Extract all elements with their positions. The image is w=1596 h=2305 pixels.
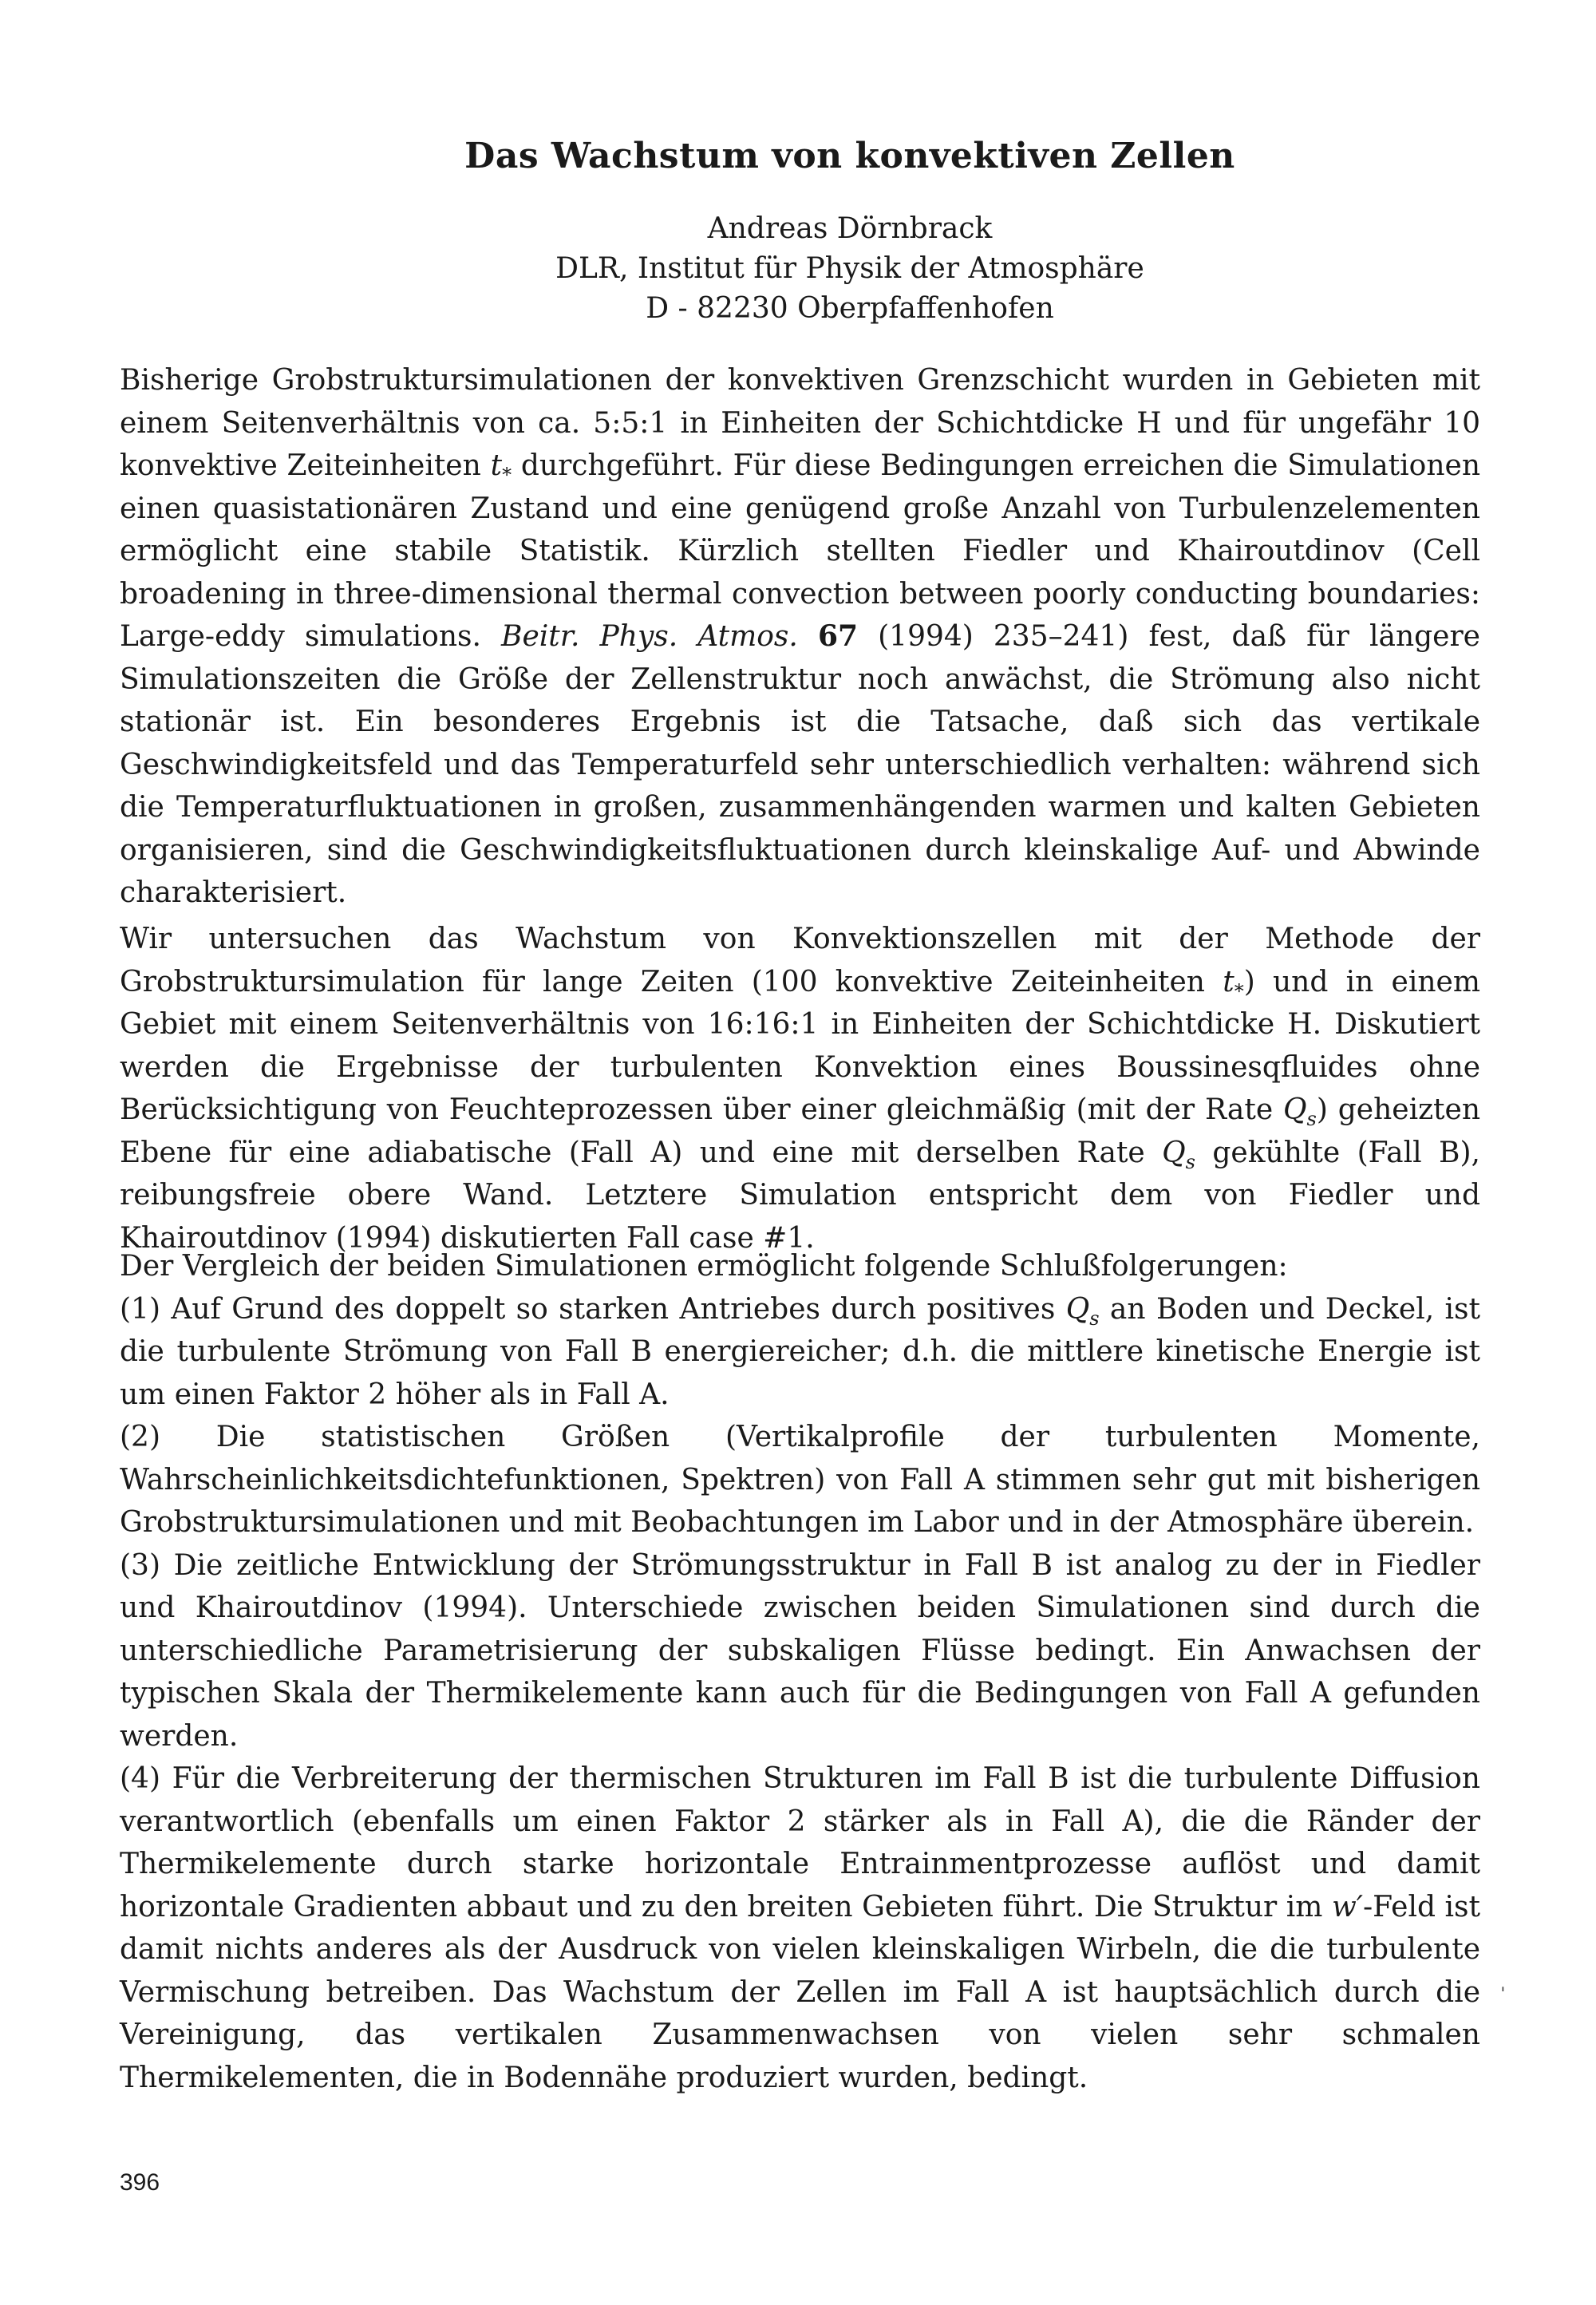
text-run: ) geheizten Ebene für eine adiabatische (Fall A) und eine mit derselben Rate [120, 1093, 1481, 1169]
t-star-symbol [1223, 965, 1244, 1002]
conclusions-section [120, 1245, 1480, 2099]
text-run: -Feld ist damit nichts anderes als der Ausdruck von vielen kleinskaligen Wirbeln, die die turbulente Vermischung betreiben. Das Wachstum der Zellen im Fall A ist hauptsächlich durch die Vereinigung, das vertikalen Zusammenwachsen von vielen sehr schmalen Thermikelementen, die in Bodennähe produziert wurden, bedingt. [120, 1890, 1480, 2094]
qs-symbol [1162, 1136, 1195, 1173]
text-run: (4) Für die Verbreiterung der thermischen Strukturen im Fall B ist die turbulente Diffusion verantwortlich (ebenfalls um einen Faktor 2 stärker als in Fall A), die die Ränder der Thermikelemente durch starke horizontale Entrainmentprozesse auflöst und damit horizontale Gradienten abbaut und zu den breiten Gebieten führt. Die Struktur im [120, 1762, 1480, 1923]
author-block [0, 209, 1596, 329]
text-run: gekühlte (Fall B), reibungsfreie obere Wand. Letztere Simulation entspricht dem von Fiedler und Khairoutdinov (1994) diskutierten Fall case #1. [120, 1136, 1480, 1255]
journal-volume: 67 [817, 619, 859, 653]
page-number: 396 [120, 2169, 160, 2196]
author-affiliation: DLR, Institut für Physik der Atmosphäre [555, 252, 1144, 285]
qs-symbol [1065, 1292, 1100, 1330]
symbol-subscript: s [1089, 1307, 1100, 1330]
text-run: Bisherige Grobstruktursimulationen der konvektiven Grenzschicht wurden in Gebieten mit einem Seitenverhältnis von ca. 5:5:1 in Einheiten der Schichtdicke H und für ungefähr 10 konvektive Zeiteinheiten [120, 364, 1480, 482]
paragraph-text [120, 359, 1480, 915]
w-prime-symbol: w′ [1331, 1890, 1363, 1923]
t-star-symbol [490, 449, 512, 487]
symbol-subscript: * [502, 464, 512, 487]
symbol-subscript: s [1185, 1150, 1195, 1173]
symbol-subscript: * [1234, 979, 1244, 1002]
qs-symbol [1283, 1093, 1317, 1131]
text-run: an Boden und Deckel, ist die turbulente Strömung von Fall B energiereicher; d.h. die mittlere kinetische Energie ist um einen Faktor 2 höher als in Fall A. [120, 1292, 1480, 1411]
journal-name: Beitr. Phys. Atmos. [501, 620, 798, 653]
author-name: Andreas Dörnbrack [707, 212, 993, 245]
abstract-paragraph-1 [120, 359, 1480, 915]
conclusions-intro: Der Vergleich der beiden Simulationen ermöglicht folgende Schlußfolgerungen: [120, 1250, 1288, 1283]
symbol-letter: t [490, 449, 503, 482]
author-address: D - 82230 Oberpfaffenhofen [646, 292, 1054, 325]
text-run: durchgeführt. Für diese Bedingungen erreichen die Simulationen einen quasistationären Zustand und eine genügend große Anzahl von Turbulenzelementen ermöglicht eine stabile Statistik. Kürzlich stellten Fiedler und Khairoutdinov (Cell broadening in three-dimensional thermal convection between poorly conducting boundaries: Large-eddy simulations. [120, 449, 1481, 653]
paper-title: Das Wachstum von konvektiven Zellen [464, 136, 1235, 176]
text-run: (1994) 235–241) fest, daß für längere Simulationszeiten die Größe der Zellenstruktur noch anwächst, die Strömung also nicht stationär ist. Ein besonderes Ergebnis ist die Tatsache, daß sich das vertikale Geschwindigkeitsfeld und das Temperaturfeld sehr unterschiedlich verhalten: während sich die Temperaturfluktuationen in großen, zusammenhängenden warmen und kalten Gebieten organisieren, sind die Geschwindigkeitsfluktuationen durch kleinskalige Auf- und Abwinde charakterisiert. [120, 620, 1480, 909]
symbol-letter: t [1223, 965, 1235, 998]
text-run: ) und in einem Gebiet mit einem Seitenverhältnis von 16:16:1 in Einheiten der Schichtdicke H. Diskutiert werden die Ergebnisse der turbulenten Konvektion eines Boussinesqfluides ohne Berücksichtigung von Feuchteprozessen über einer gleichmäßig (mit der Rate [120, 965, 1480, 1126]
scan-mark: ˌ [1500, 1971, 1506, 1994]
text-run: (1) Auf Grund des doppelt so starken Antriebes durch positives [120, 1292, 1066, 1326]
conclusion-item-4 [120, 1757, 1480, 2099]
symbol-letter: Q [1283, 1093, 1307, 1126]
conclusion-item-3: (3) Die zeitliche Entwicklung der Strömungsstruktur in Fall B ist analog zu der in Fiedler und Khairoutdinov (1994). Unterschiede zwischen beiden Simulationen sind durch die unterschiedliche Parametrisierung der subskaligen Flüsse bedingt. Ein Anwachsen der typischen Skala der Thermikelemente kann auch für die Bedingungen von Fall A gefunden werden. [120, 1548, 1480, 1753]
conclusion-item-2: (2) Die statistischen Größen (Vertikalprofile der turbulenten Momente, Wahrscheinlichkeitsdichtefunktionen, Spektren) von Fall A stimmen sehr gut mit bisherigen Grobstruktursimulationen und mit Beobachtungen im Labor und in der Atmosphäre überein. [120, 1421, 1480, 1539]
paragraph-text [120, 918, 1480, 1259]
symbol-letter: Q [1065, 1292, 1090, 1326]
abstract-paragraph-2 [120, 918, 1480, 1259]
text-run: Wir untersuchen das Wachstum von Konvektionszellen mit der Methode der Grobstruktursimulation für lange Zeiten (100 konvektive Zeiteinheiten [120, 923, 1480, 998]
symbol-letter: Q [1162, 1136, 1186, 1169]
conclusion-item-1 [120, 1288, 1480, 1417]
symbol-subscript: s [1306, 1108, 1317, 1131]
